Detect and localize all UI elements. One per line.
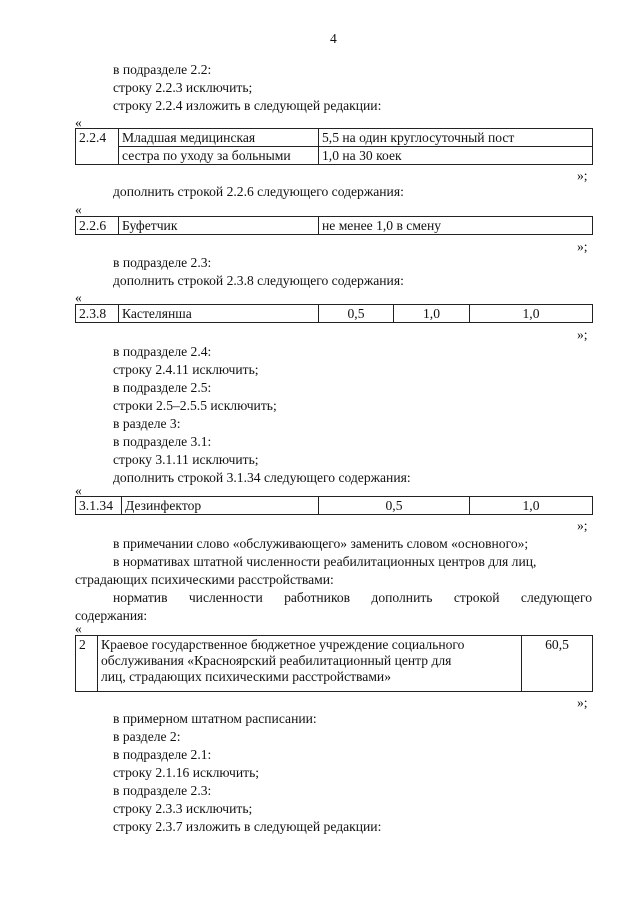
value-2: 1,0	[394, 305, 470, 323]
value-1: 0,5	[319, 305, 394, 323]
text-line: строку 2.3.3 исключить;	[113, 801, 253, 816]
quote-open: «	[75, 202, 82, 217]
position-name: Дезинфектор	[122, 497, 319, 515]
text-line: в подразделе 2.2:	[113, 62, 212, 77]
quote-open: «	[75, 621, 82, 636]
text-line: дополнить строкой 2.2.6 следующего содержания:	[113, 184, 404, 199]
value-1: 0,5	[319, 497, 470, 515]
staff-table-3-1-34	[75, 496, 593, 515]
staff-table-2-2-6	[75, 216, 593, 235]
norms-table-institution	[75, 635, 593, 692]
row-code: 2.3.8	[76, 305, 119, 323]
text-line: в подразделе 3.1:	[113, 434, 212, 449]
text-line: в нормативах штатной численности реабилитационных центров для лиц,	[113, 554, 537, 569]
text-line-justified: норматив численности работников дополнить строкой следующего	[113, 590, 592, 605]
text-line: в подразделе 2.5:	[113, 380, 212, 395]
text-line: в примечании слово «обслуживающего» заменить словом «основного»;	[113, 536, 529, 551]
position-name: Буфетчик	[119, 217, 319, 235]
quote-close: »;	[577, 518, 588, 533]
quote-close: »;	[577, 168, 588, 183]
text-line: в подразделе 2.3:	[113, 255, 212, 270]
text-line: строку 2.1.16 исключить;	[113, 765, 260, 780]
norm: не менее 1,0 в смену	[319, 217, 593, 235]
quote-open: «	[75, 115, 82, 130]
quote-open: «	[75, 483, 82, 498]
quote-close: »;	[577, 327, 588, 342]
quote-close: »;	[577, 239, 588, 254]
text-line: в подразделе 2.4:	[113, 344, 212, 359]
page-number: 4	[330, 31, 337, 46]
text-line: в подразделе 2.1:	[113, 747, 212, 762]
staff-norm-value: 60,5	[522, 636, 593, 692]
norm-line2: 1,0 на 30 коек	[319, 147, 593, 165]
text-line: в разделе 3:	[113, 416, 181, 431]
text-line: в подразделе 2.3:	[113, 783, 212, 798]
text-line: содержания:	[75, 608, 148, 623]
position-name-line2: сестра по уходу за больными	[119, 147, 319, 165]
text-line: строку 2.3.7 изложить в следующей редакции:	[113, 819, 382, 834]
institution-name-line2: обслуживания «Красноярский реабилитационный центр для	[101, 653, 452, 668]
row-code: 2.2.6	[76, 217, 119, 235]
position-name: Кастелянша	[119, 305, 319, 323]
row-code: 2.2.4	[76, 129, 119, 165]
text-line: строку 2.2.4 изложить в следующей редакции:	[113, 98, 382, 113]
text-line: дополнить строкой 2.3.8 следующего содержания:	[113, 273, 404, 288]
institution-name	[98, 636, 522, 692]
institution-name-line1: Краевое государственное бюджетное учреждение социального	[101, 637, 465, 652]
text-line: дополнить строкой 3.1.34 следующего содержания:	[113, 470, 411, 485]
staff-table-2-2-4	[75, 128, 593, 165]
position-name-line1: Младшая медицинская	[119, 129, 319, 147]
text-line: строку 2.2.3 исключить;	[113, 80, 253, 95]
text-line: страдающих психическими расстройствами:	[75, 572, 334, 587]
value-2: 1,0	[470, 497, 593, 515]
norm-line1: 5,5 на один круглосуточный пост	[319, 129, 593, 147]
text-line: в разделе 2:	[113, 729, 181, 744]
row-code: 3.1.34	[76, 497, 122, 515]
text-line: строки 2.5–2.5.5 исключить;	[113, 398, 277, 413]
text-line: строку 3.1.11 исключить;	[113, 452, 259, 467]
row-number: 2	[76, 636, 98, 692]
staff-table-2-3-8	[75, 304, 593, 323]
value-3: 1,0	[470, 305, 593, 323]
institution-name-line3: лиц, страдающих психическими расстройствами»	[101, 669, 391, 684]
quote-open: «	[75, 290, 82, 305]
text-line: в примерном штатном расписании:	[113, 711, 317, 726]
text-line: строку 2.4.11 исключить;	[113, 362, 259, 377]
quote-close: »;	[577, 695, 588, 710]
